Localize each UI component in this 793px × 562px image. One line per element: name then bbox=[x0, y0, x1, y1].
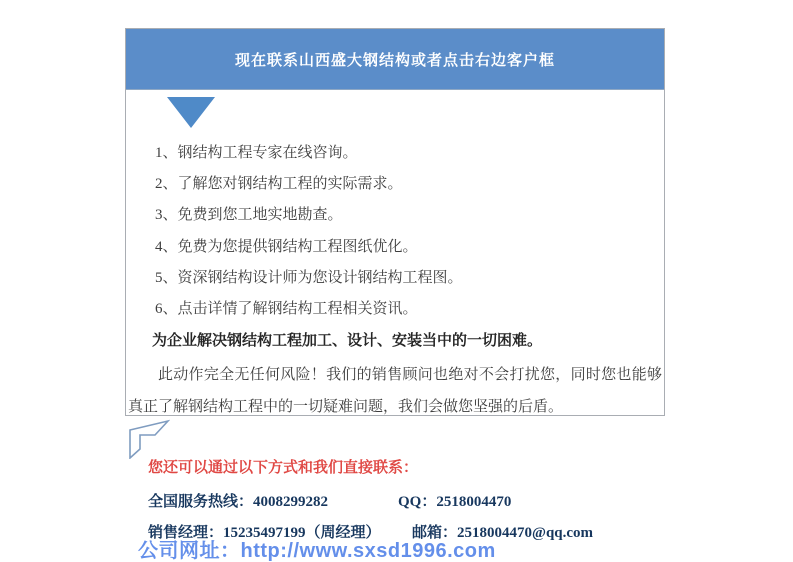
hotline-row bbox=[148, 490, 328, 511]
banner-header bbox=[126, 29, 664, 90]
qq-row bbox=[398, 490, 511, 511]
highlight-line: 为企业解决钢结构工程加工、设计、安装当中的一切困难。 bbox=[152, 333, 543, 349]
email-label: 邮箱： bbox=[412, 525, 458, 541]
step-item-5: 5、资深钢结构设计师为您设计钢结构工程图。 bbox=[155, 270, 463, 286]
step-item-6: 6、点击详情了解钢结构工程相关资讯。 bbox=[155, 301, 418, 317]
manager-label: 销售经理： bbox=[148, 525, 224, 541]
steps-panel bbox=[125, 28, 665, 416]
website-link[interactable]: http://www.sxsd1996.com bbox=[240, 540, 496, 562]
hotline-label: 全国服务热线： bbox=[148, 494, 254, 510]
website-row bbox=[138, 534, 496, 562]
down-triangle-icon bbox=[167, 97, 215, 128]
qq-label: QQ： bbox=[398, 494, 437, 510]
email-address: 2518004470@qq.com bbox=[457, 525, 594, 541]
qq-number: 2518004470 bbox=[436, 494, 512, 510]
website-label: 公司网址： bbox=[138, 540, 241, 562]
banner-title: 现在联系山西盛大钢结构或者点击右边客户框 bbox=[234, 52, 555, 69]
manager-phone: 15235497199（周经理） bbox=[223, 525, 381, 541]
step-item-2: 2、了解您对钢结构工程的实际需求。 bbox=[155, 176, 403, 192]
step-item-1: 1、钢结构工程专家在线咨询。 bbox=[155, 145, 358, 161]
step-item-4: 4、免费为您提供钢结构工程图纸优化。 bbox=[155, 239, 418, 255]
note-paragraph: 此动作完全无任何风险！我们的销售顾问也绝对不会打扰您，同时您也能够真正了解钢结构工程中的一切疑难问题，我们会做您坚强的后盾。 bbox=[128, 367, 662, 415]
hotline-number: 4008299282 bbox=[253, 494, 329, 510]
flag-corner-icon bbox=[128, 419, 170, 459]
contact-lead: 您还可以通过以下方式和我们直接联系： bbox=[148, 460, 419, 476]
step-item-3: 3、免费到您工地实地勘查。 bbox=[155, 207, 343, 223]
